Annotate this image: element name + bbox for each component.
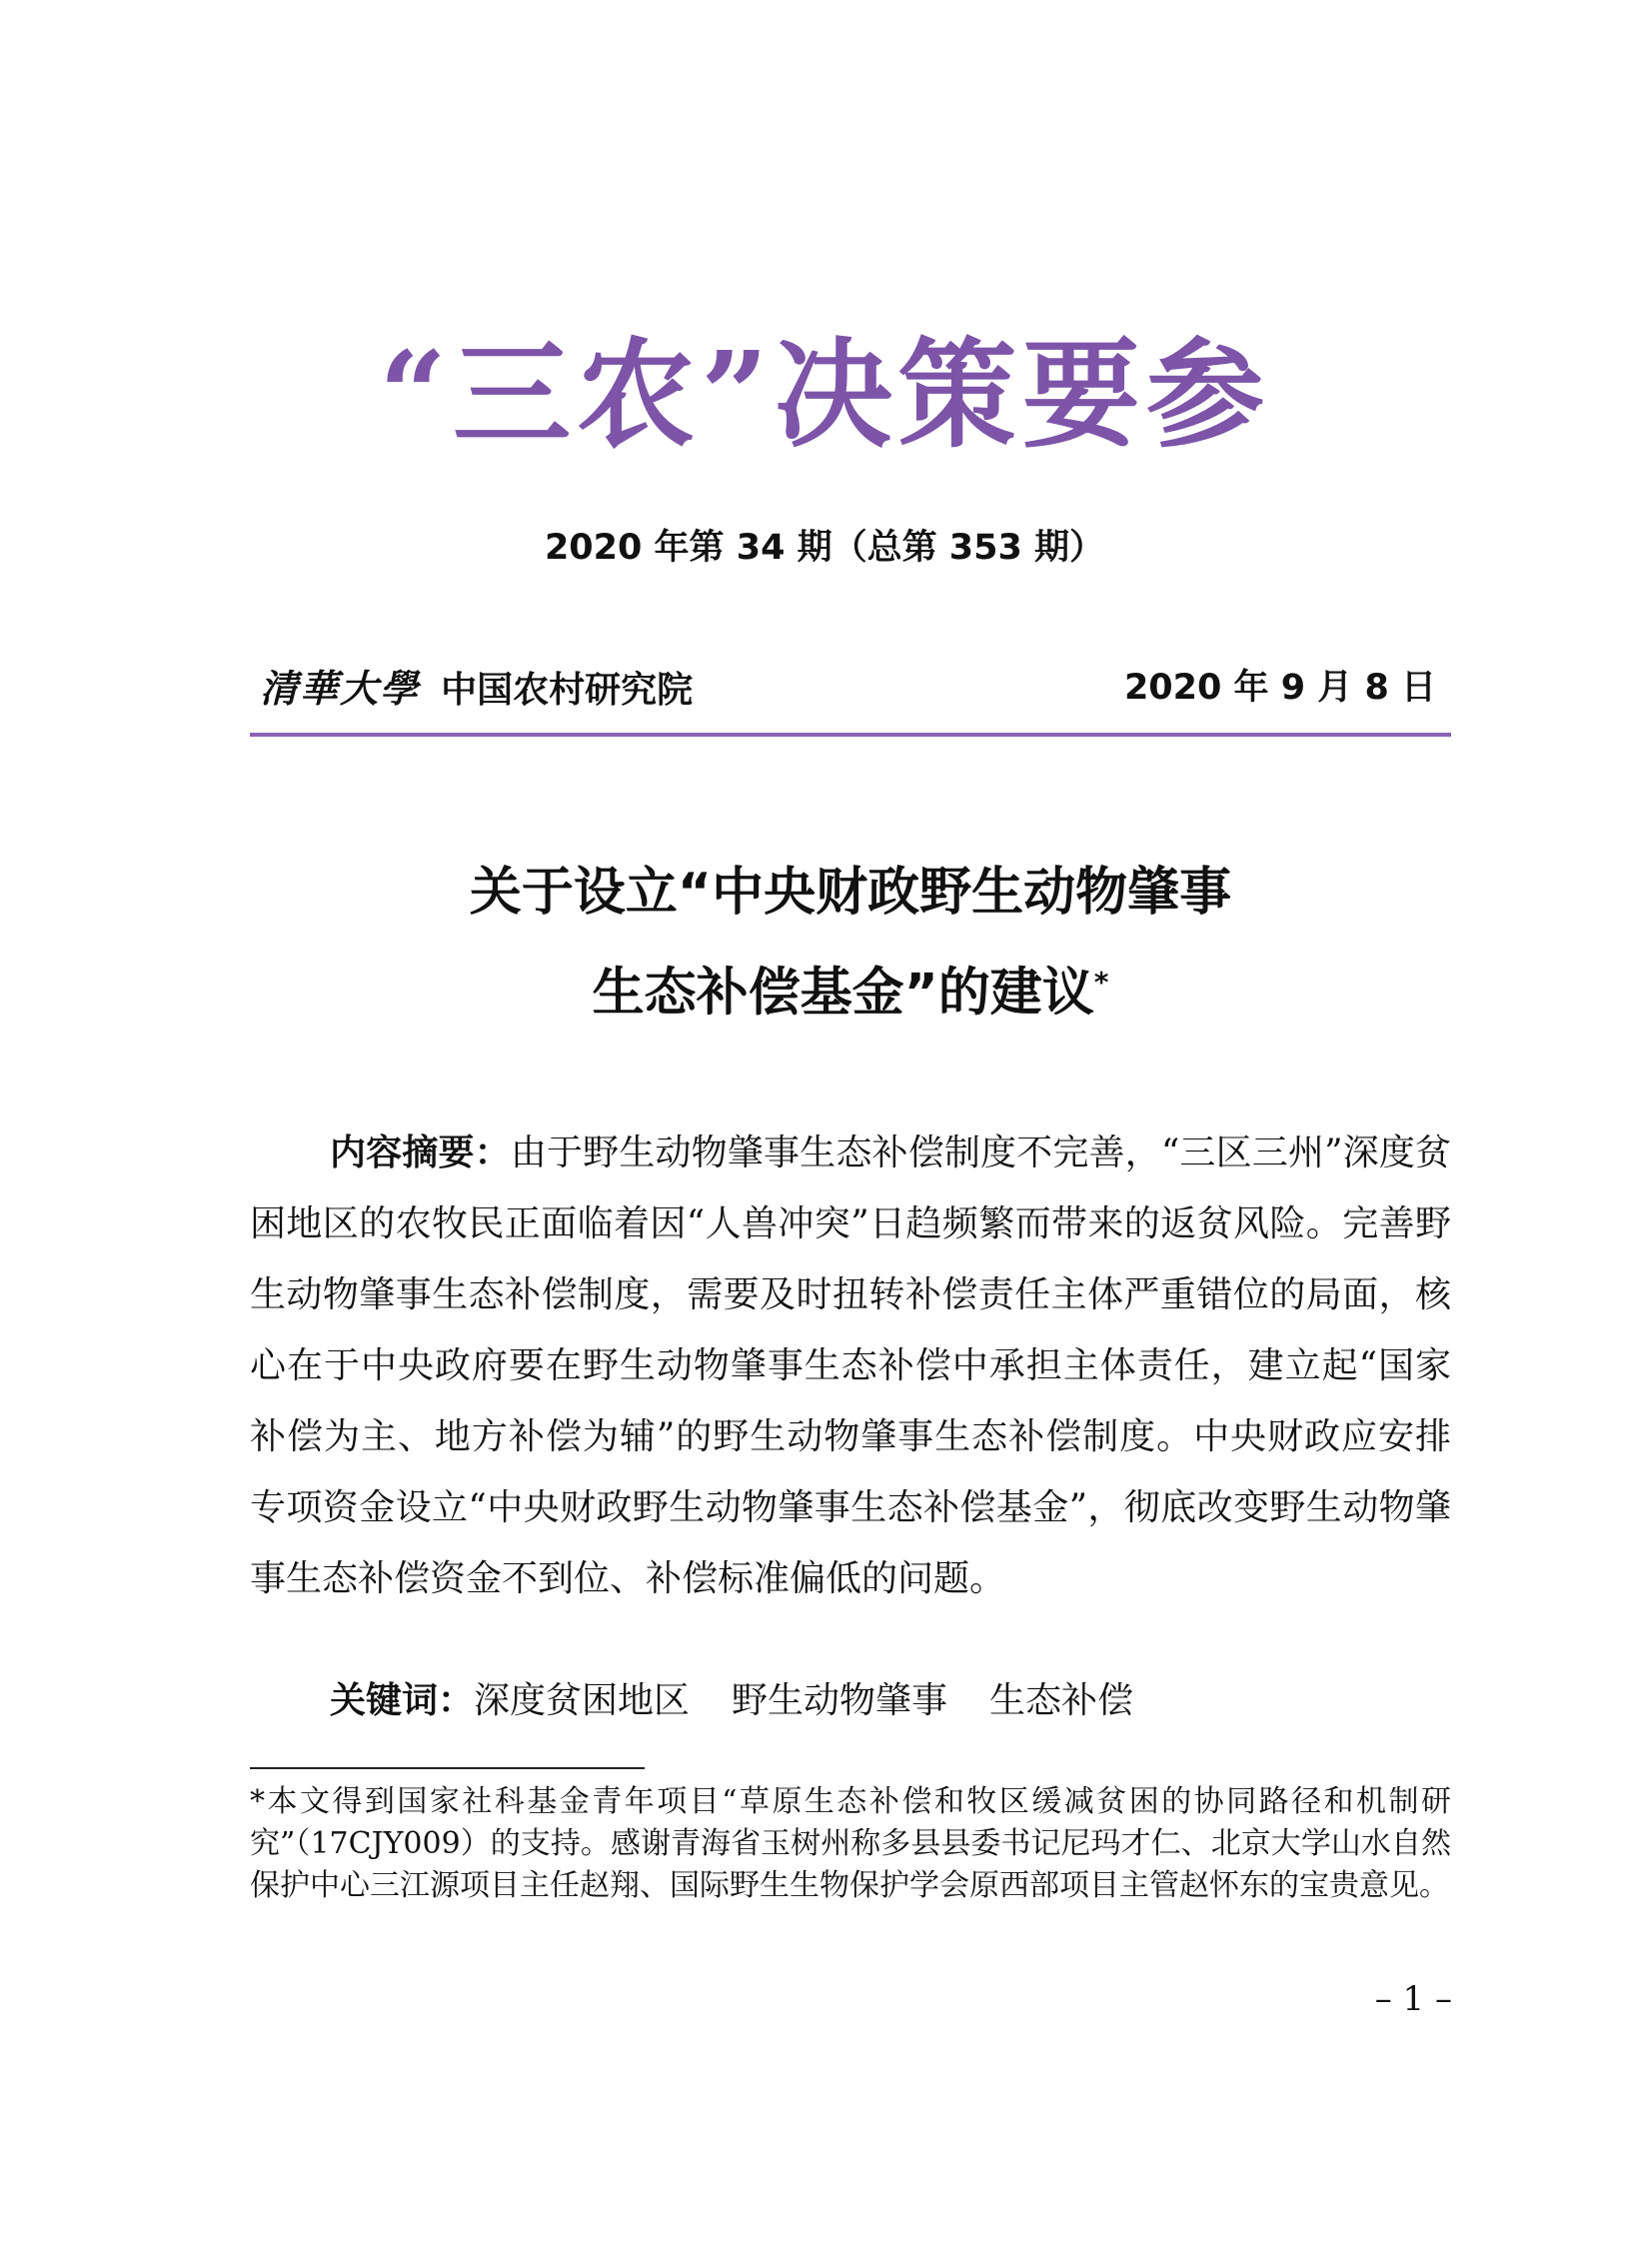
page-number: – 1 – <box>1374 1979 1452 2019</box>
footnote-marker: * <box>1093 966 1109 999</box>
institution-block <box>260 658 693 713</box>
institution-row <box>250 658 1451 710</box>
article-title <box>250 848 1451 1038</box>
publication-date: 2020 年 9 月 8 日 <box>1123 668 1436 708</box>
header-divider <box>250 733 1451 737</box>
keywords-label: 关键词： <box>330 1680 475 1721</box>
footnote-divider <box>250 1767 645 1769</box>
abstract-paragraph <box>250 1118 1451 1614</box>
keyword: 生态补偿 <box>989 1680 1134 1721</box>
footnote: *本文得到国家社科基金青年项目“草原生态补偿和牧区缓减贫困的协同路径和机制研究”（17CJY009）的支持。感谢青海省玉树州称多县县委书记尼玛才仁、北京大学山水自然保护中心三江源项目主任赵翔、国际野生生物保护学会原西部项目主管赵怀东的宝贵意见。 <box>250 1784 1451 1903</box>
article-title-line-1: 关于设立“中央财政野生动物肇事 <box>469 863 1232 923</box>
tsinghua-logo: 清華大學 <box>260 666 421 711</box>
keyword: 野生动物肇事 <box>732 1680 948 1721</box>
abstract-text: 由于野生动物肇事生态补偿制度不完善，“三区三州”深度贫困地区的农牧民正面临着因“人兽冲突”日趋频繁而带来的返贫风险。完善野生动物肇事生态补偿制度，需要及时扭转补偿责任主体严重错位的局面，核心在于中央政府要在野生动物肇事生态补偿中承担主体责任，建立起“国家补偿为主、地方补偿为辅”的野生动物肇事生态补偿制度。中央财政应安排专项资金设立“中央财政野生动物肇事生态补偿基金”，彻底改变野生动物肇事生态补偿资金不到位、补偿标准偏低的问题。 <box>250 1132 1451 1599</box>
article-title-line-2: 生态补偿基金”的建议 <box>592 963 1094 1024</box>
issue-number: 2020 年第 34 期（总第 353 期） <box>544 528 1105 568</box>
institution-name: 中国农村研究院 <box>441 670 694 711</box>
article-title-line-2-wrap <box>250 938 1451 1038</box>
abstract-label: 内容摘要： <box>330 1132 511 1173</box>
masthead-title: “三农”决策要参 <box>379 325 1270 464</box>
keywords-line <box>330 1671 1175 1731</box>
keyword: 深度贫困地区 <box>474 1680 691 1721</box>
